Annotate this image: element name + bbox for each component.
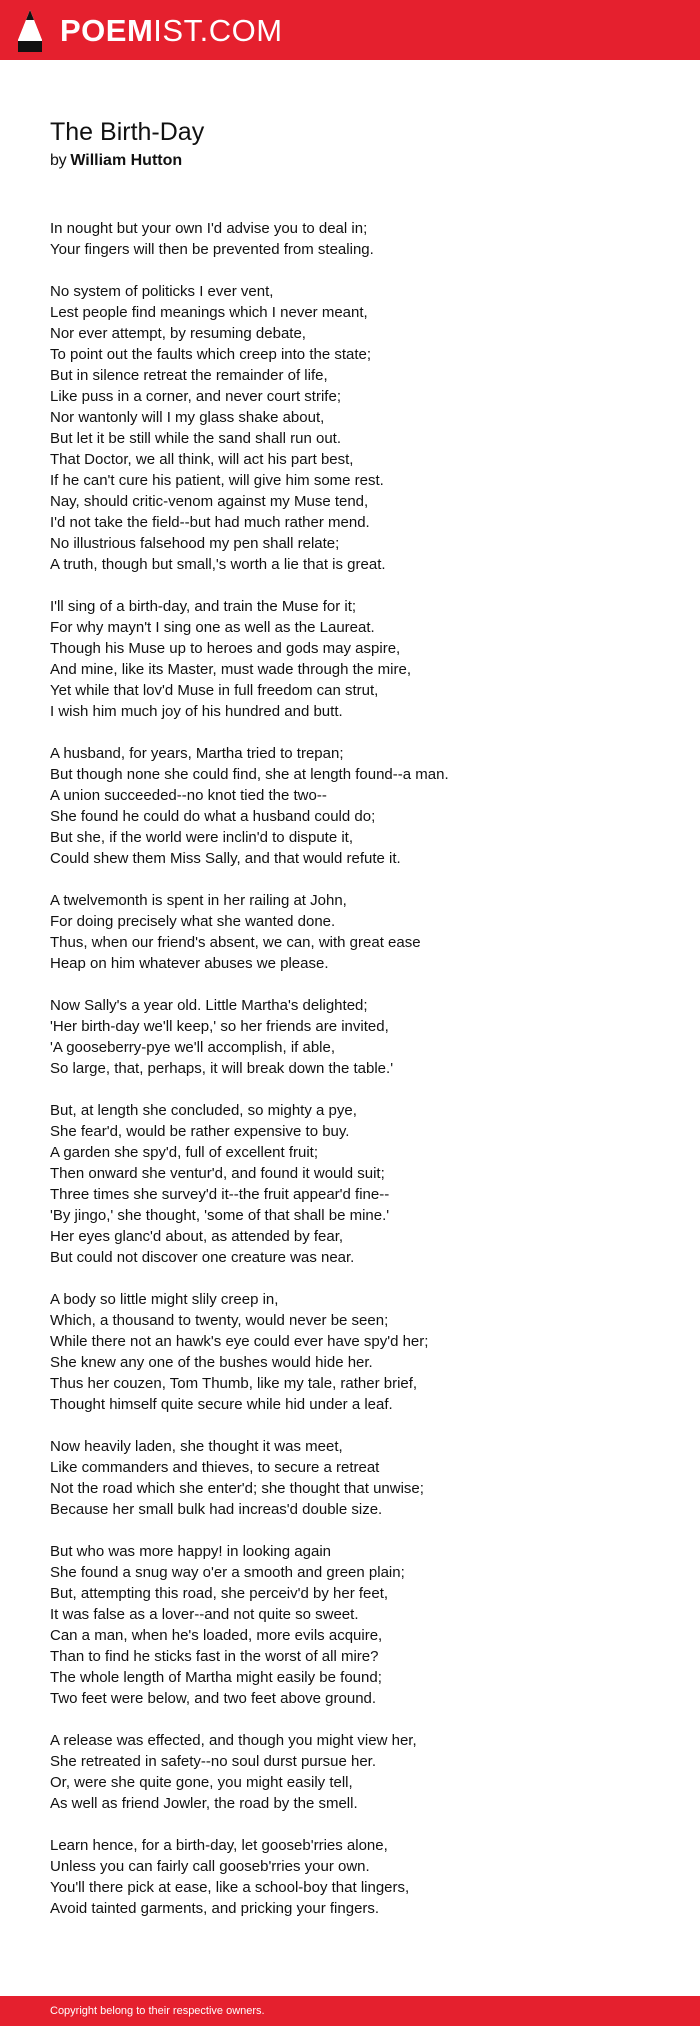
- poem-line: For doing precisely what she wanted done.: [50, 913, 336, 930]
- poem-line: Now heavily laden, she thought it was meet,: [50, 1438, 343, 1455]
- poem-line: It was false as a lover--and not quite so sweet.: [50, 1606, 359, 1623]
- poem-line: Which, a thousand to twenty, would never be seen;: [50, 1312, 389, 1329]
- poem-line: Thus her couzen, Tom Thumb, like my tale, rather brief,: [50, 1375, 418, 1392]
- stanza: [50, 1289, 670, 1415]
- poem-line: She found a snug way o'er a smooth and green plain;: [50, 1564, 405, 1581]
- poem-line: She knew any one of the bushes would hide her.: [50, 1354, 373, 1371]
- copyright-notice: Copyright belong to their respective owners.: [50, 2005, 265, 2017]
- stanza: [50, 596, 670, 722]
- poem-line: Nor wantonly will I my glass shake about,: [50, 409, 325, 426]
- poem-line: While there not an hawk's eye could ever have spy'd her;: [50, 1333, 429, 1350]
- poem-line: But, attempting this road, she perceiv'd by her feet,: [50, 1585, 389, 1602]
- poem-line: Not the road which she enter'd; she thought that unwise;: [50, 1480, 424, 1497]
- poem-line: Though his Muse up to heroes and gods may aspire,: [50, 640, 401, 657]
- site-logo[interactable]: [18, 10, 283, 52]
- stanza: [50, 743, 670, 869]
- byline-by: by: [50, 152, 67, 169]
- poem-line: A body so little might slily creep in,: [50, 1291, 279, 1308]
- poem-line: And mine, like its Master, must wade through the mire,: [50, 661, 411, 678]
- poem-line: I wish him much joy of his hundred and butt.: [50, 703, 343, 720]
- poem-line: Yet while that lov'd Muse in full freedom can strut,: [50, 682, 379, 699]
- poem-title: The Birth-Day: [50, 118, 205, 146]
- logo-text-bold: POEM: [60, 13, 154, 48]
- poem-line: She found he could do what a husband could do;: [50, 808, 376, 825]
- logo-text: [60, 11, 283, 51]
- logo-text-light: IST.COM: [153, 13, 283, 48]
- poem-line: 'A gooseberry-pye we'll accomplish, if able,: [50, 1039, 336, 1056]
- poem-line: Than to find he sticks fast in the worst of all mire?: [50, 1648, 379, 1665]
- poem-line: Or, were she quite gone, you might easily tell,: [50, 1774, 353, 1791]
- poem-line: A garden she spy'd, full of excellent fruit;: [50, 1144, 319, 1161]
- poem-line: Your fingers will then be prevented from stealing.: [50, 241, 374, 258]
- stanza: [50, 995, 670, 1079]
- poem-line: To point out the faults which creep into the state;: [50, 346, 372, 363]
- poem-line: Heap on him whatever abuses we please.: [50, 955, 329, 972]
- poem-line: That Doctor, we all think, will act his part best,: [50, 451, 354, 468]
- poem-line: 'By jingo,' she thought, 'some of that shall be mine.': [50, 1207, 390, 1224]
- poem-line: Unless you can fairly call gooseb'rries your own.: [50, 1858, 370, 1875]
- site-footer: [0, 1996, 700, 2026]
- poem-line: Thought himself quite secure while hid under a leaf.: [50, 1396, 393, 1413]
- poem-line: Thus, when our friend's absent, we can, with great ease: [50, 934, 421, 951]
- poem-line: Nay, should critic-venom against my Muse tend,: [50, 493, 369, 510]
- poem-line: I'd not take the field--but had much rather mend.: [50, 514, 370, 531]
- site-header: [0, 0, 700, 60]
- poem-line: Like commanders and thieves, to secure a retreat: [50, 1459, 380, 1476]
- poem-line: Then onward she ventur'd, and found it would suit;: [50, 1165, 385, 1182]
- poem-line: But she, if the world were inclin'd to dispute it,: [50, 829, 354, 846]
- poem-line: Like puss in a corner, and never court strife;: [50, 388, 341, 405]
- stanza: [50, 1100, 670, 1268]
- author-name[interactable]: William Hutton: [70, 152, 183, 169]
- poem-line: Nor ever attempt, by resuming debate,: [50, 325, 306, 342]
- poem-line: Three times she survey'd it--the fruit appear'd fine--: [50, 1186, 390, 1203]
- poem-line: Avoid tainted garments, and pricking your fingers.: [50, 1900, 380, 1917]
- byline: [50, 150, 204, 172]
- stanza: [50, 218, 670, 260]
- poem-line: But though none she could find, she at length found--a man.: [50, 766, 449, 783]
- stanza: [50, 1730, 670, 1814]
- poem-line: But who was more happy! in looking again: [50, 1543, 332, 1560]
- poem-line: A twelvemonth is spent in her railing at John,: [50, 892, 347, 909]
- poem-line: No system of politicks I ever vent,: [50, 283, 274, 300]
- poem-line: If he can't cure his patient, will give him some rest.: [50, 472, 384, 489]
- poem-line: She fear'd, would be rather expensive to buy.: [50, 1123, 350, 1140]
- stanza: [50, 1436, 670, 1520]
- pencil-icon: [18, 10, 42, 52]
- poem-line: Two feet were below, and two feet above ground.: [50, 1690, 377, 1707]
- poem-line: But let it be still while the sand shall run out.: [50, 430, 341, 447]
- stanza: [50, 890, 670, 974]
- poem-line: Lest people find meanings which I never meant,: [50, 304, 368, 321]
- poem-line: A union succeeded--no knot tied the two--: [50, 787, 327, 804]
- poem-line: The whole length of Martha might easily be found;: [50, 1669, 382, 1686]
- poem-line: As well as friend Jowler, the road by the smell.: [50, 1795, 358, 1812]
- poem-body: [50, 218, 670, 1940]
- poem-line: She retreated in safety--no soul durst pursue her.: [50, 1753, 377, 1770]
- poem-line: 'Her birth-day we'll keep,' so her friends are invited,: [50, 1018, 389, 1035]
- poem-line: Her eyes glanc'd about, as attended by fear,: [50, 1228, 344, 1245]
- poem-line: But in silence retreat the remainder of life,: [50, 367, 328, 384]
- poem-line: A truth, though but small,'s worth a lie that is great.: [50, 556, 386, 573]
- poem-line: In nought but your own I'd advise you to deal in;: [50, 220, 368, 237]
- stanza: [50, 1541, 670, 1709]
- poem-line: A husband, for years, Martha tried to trepan;: [50, 745, 344, 762]
- poem-line: Because her small bulk had increas'd double size.: [50, 1501, 383, 1518]
- poem-line: Now Sally's a year old. Little Martha's delighted;: [50, 997, 368, 1014]
- poem-line: But, at length she concluded, so mighty a pye,: [50, 1102, 357, 1119]
- poem-line: Could shew them Miss Sally, and that would refute it.: [50, 850, 401, 867]
- poem-line: Learn hence, for a birth-day, let gooseb'rries alone,: [50, 1837, 388, 1854]
- stanza: [50, 281, 670, 575]
- poem-line: I'll sing of a birth-day, and train the Muse for it;: [50, 598, 357, 615]
- poem-line: You'll there pick at ease, like a school-boy that lingers,: [50, 1879, 410, 1896]
- poem-header: [50, 116, 204, 172]
- poem-line: Can a man, when he's loaded, more evils acquire,: [50, 1627, 383, 1644]
- poem-line: For why mayn't I sing one as well as the Laureat.: [50, 619, 375, 636]
- stanza: [50, 1835, 670, 1919]
- poem-line: No illustrious falsehood my pen shall relate;: [50, 535, 340, 552]
- poem-line: A release was effected, and though you might view her,: [50, 1732, 417, 1749]
- poem-line: But could not discover one creature was near.: [50, 1249, 355, 1266]
- poem-line: So large, that, perhaps, it will break down the table.': [50, 1060, 394, 1077]
